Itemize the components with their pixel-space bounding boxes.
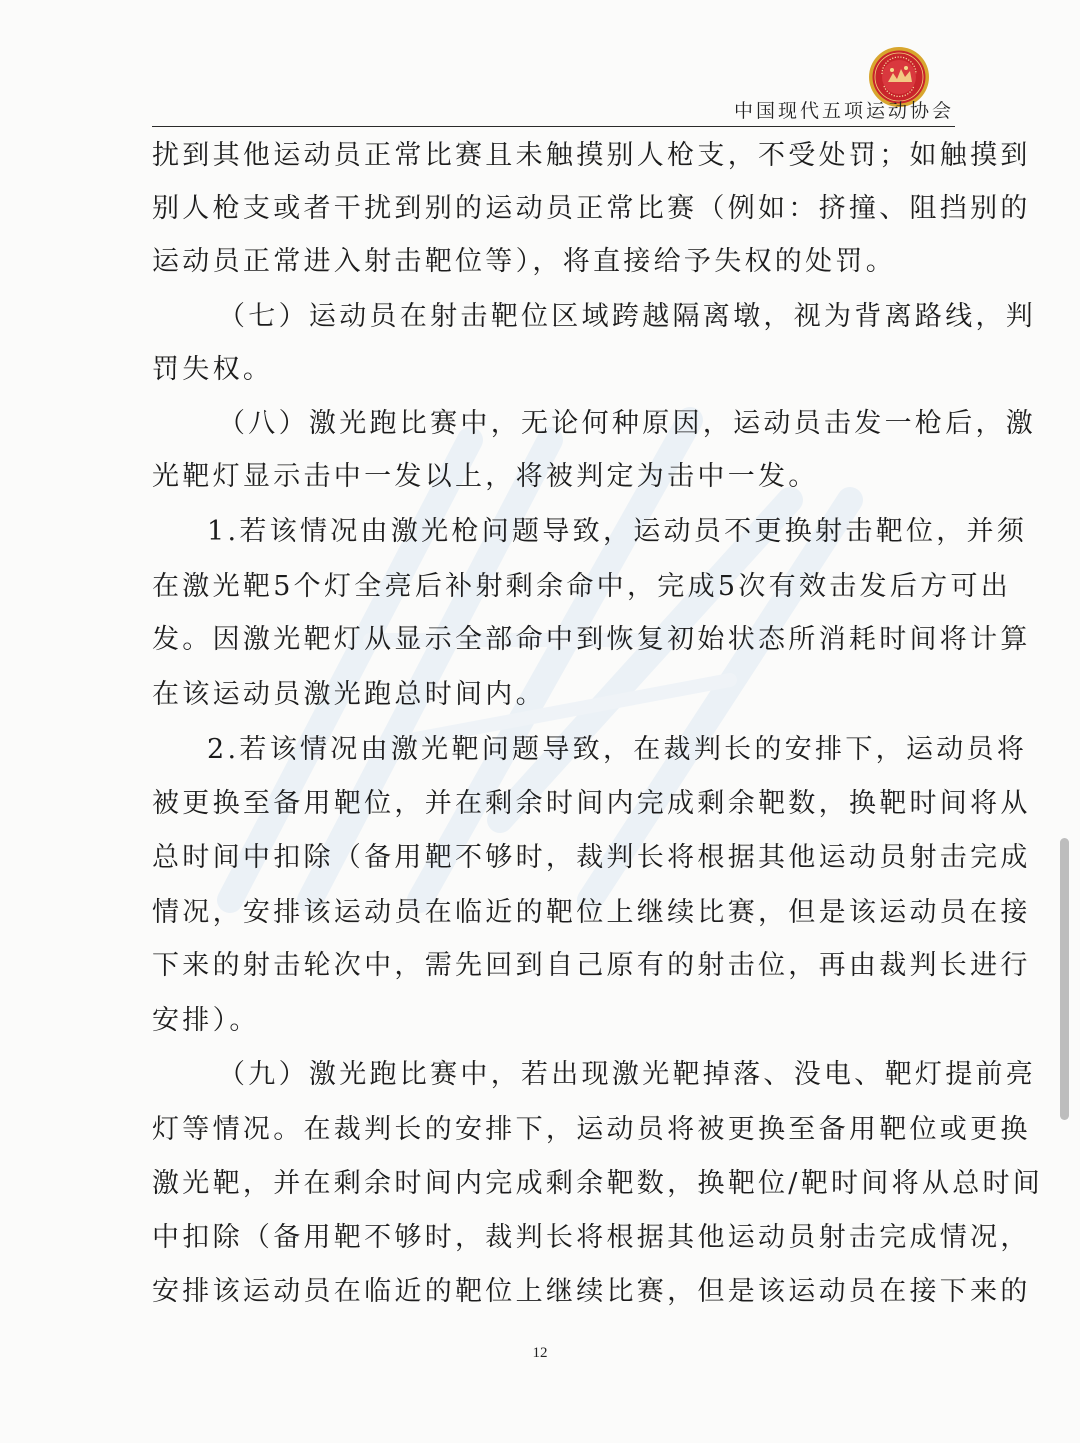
text-line: 安排该运动员在临近的靶位上继续比赛，但是该运动员在接下来的 (152, 1276, 1031, 1307)
scrollbar-thumb[interactable] (1060, 838, 1069, 1120)
text-line: 下来的射击轮次中，需先回到自己原有的射击位，再由裁判长进行 (152, 950, 1031, 981)
text-line: 情况，安排该运动员在临近的靶位上继续比赛，但是该运动员在接 (152, 897, 1031, 928)
text-line: 运动员正常进入射击靶位等），将直接给予失权的处罚。 (152, 246, 896, 277)
text-line: 安排）。 (152, 1005, 260, 1036)
text-line: 灯等情况。在裁判长的安排下，运动员将被更换至备用靶位或更换 (152, 1114, 1031, 1145)
text-line: 被更换至备用靶位，并在剩余时间内完成剩余靶数，换靶时间将从 (152, 788, 1031, 819)
list-item-2: 2.若该情况由激光靶问题导致，在裁判长的安排下，运动员将 (207, 734, 1028, 765)
paragraph-heading-9: （九）激光跑比赛中，若出现激光靶掉落、没电、靶灯提前亮 (218, 1059, 1037, 1090)
text-line: 扰到其他运动员正常比赛且未触摸别人枪支，不受处罚；如触摸到 (152, 140, 1031, 171)
text-line: 总时间中扣除（备用靶不够时，裁判长将根据其他运动员射击完成 (152, 842, 1031, 873)
text-line: 罚失权。 (152, 354, 274, 385)
list-item-1: 1.若该情况由激光枪问题导致，运动员不更换射击靶位，并须 (207, 516, 1028, 547)
paragraph-heading-7: （七）运动员在射击靶位区域跨越隔离墩，视为背离路线，判 (218, 301, 1037, 332)
page-number: 12 (532, 1345, 548, 1361)
text-line: 发。因激光靶灯从显示全部命中到恢复初始状态所消耗时间将计算 (152, 624, 1031, 655)
paragraph-heading-8: （八）激光跑比赛中，无论何种原因，运动员击发一枪后，激 (218, 408, 1037, 439)
text-line: 在激光靶5个灯全亮后补射剩余命中，完成5次有效击发后方可出 (152, 571, 1012, 602)
text-line: 中扣除（备用靶不够时，裁判长将根据其他运动员射击完成情况， (152, 1222, 1031, 1253)
header-divider (152, 126, 955, 127)
organization-name: 中国现代五项运动协会 (733, 100, 954, 122)
text-line: 激光靶，并在剩余时间内完成剩余靶数，换靶位/靶时间将从总时间 (152, 1168, 1044, 1199)
text-line: 别人枪支或者干扰到别的运动员正常比赛（例如：挤撞、阻挡别的 (152, 193, 1031, 224)
text-line: 在该运动员激光跑总时间内。 (152, 679, 546, 710)
text-line: 光靶灯显示击中一发以上，将被判定为击中一发。 (152, 461, 819, 492)
